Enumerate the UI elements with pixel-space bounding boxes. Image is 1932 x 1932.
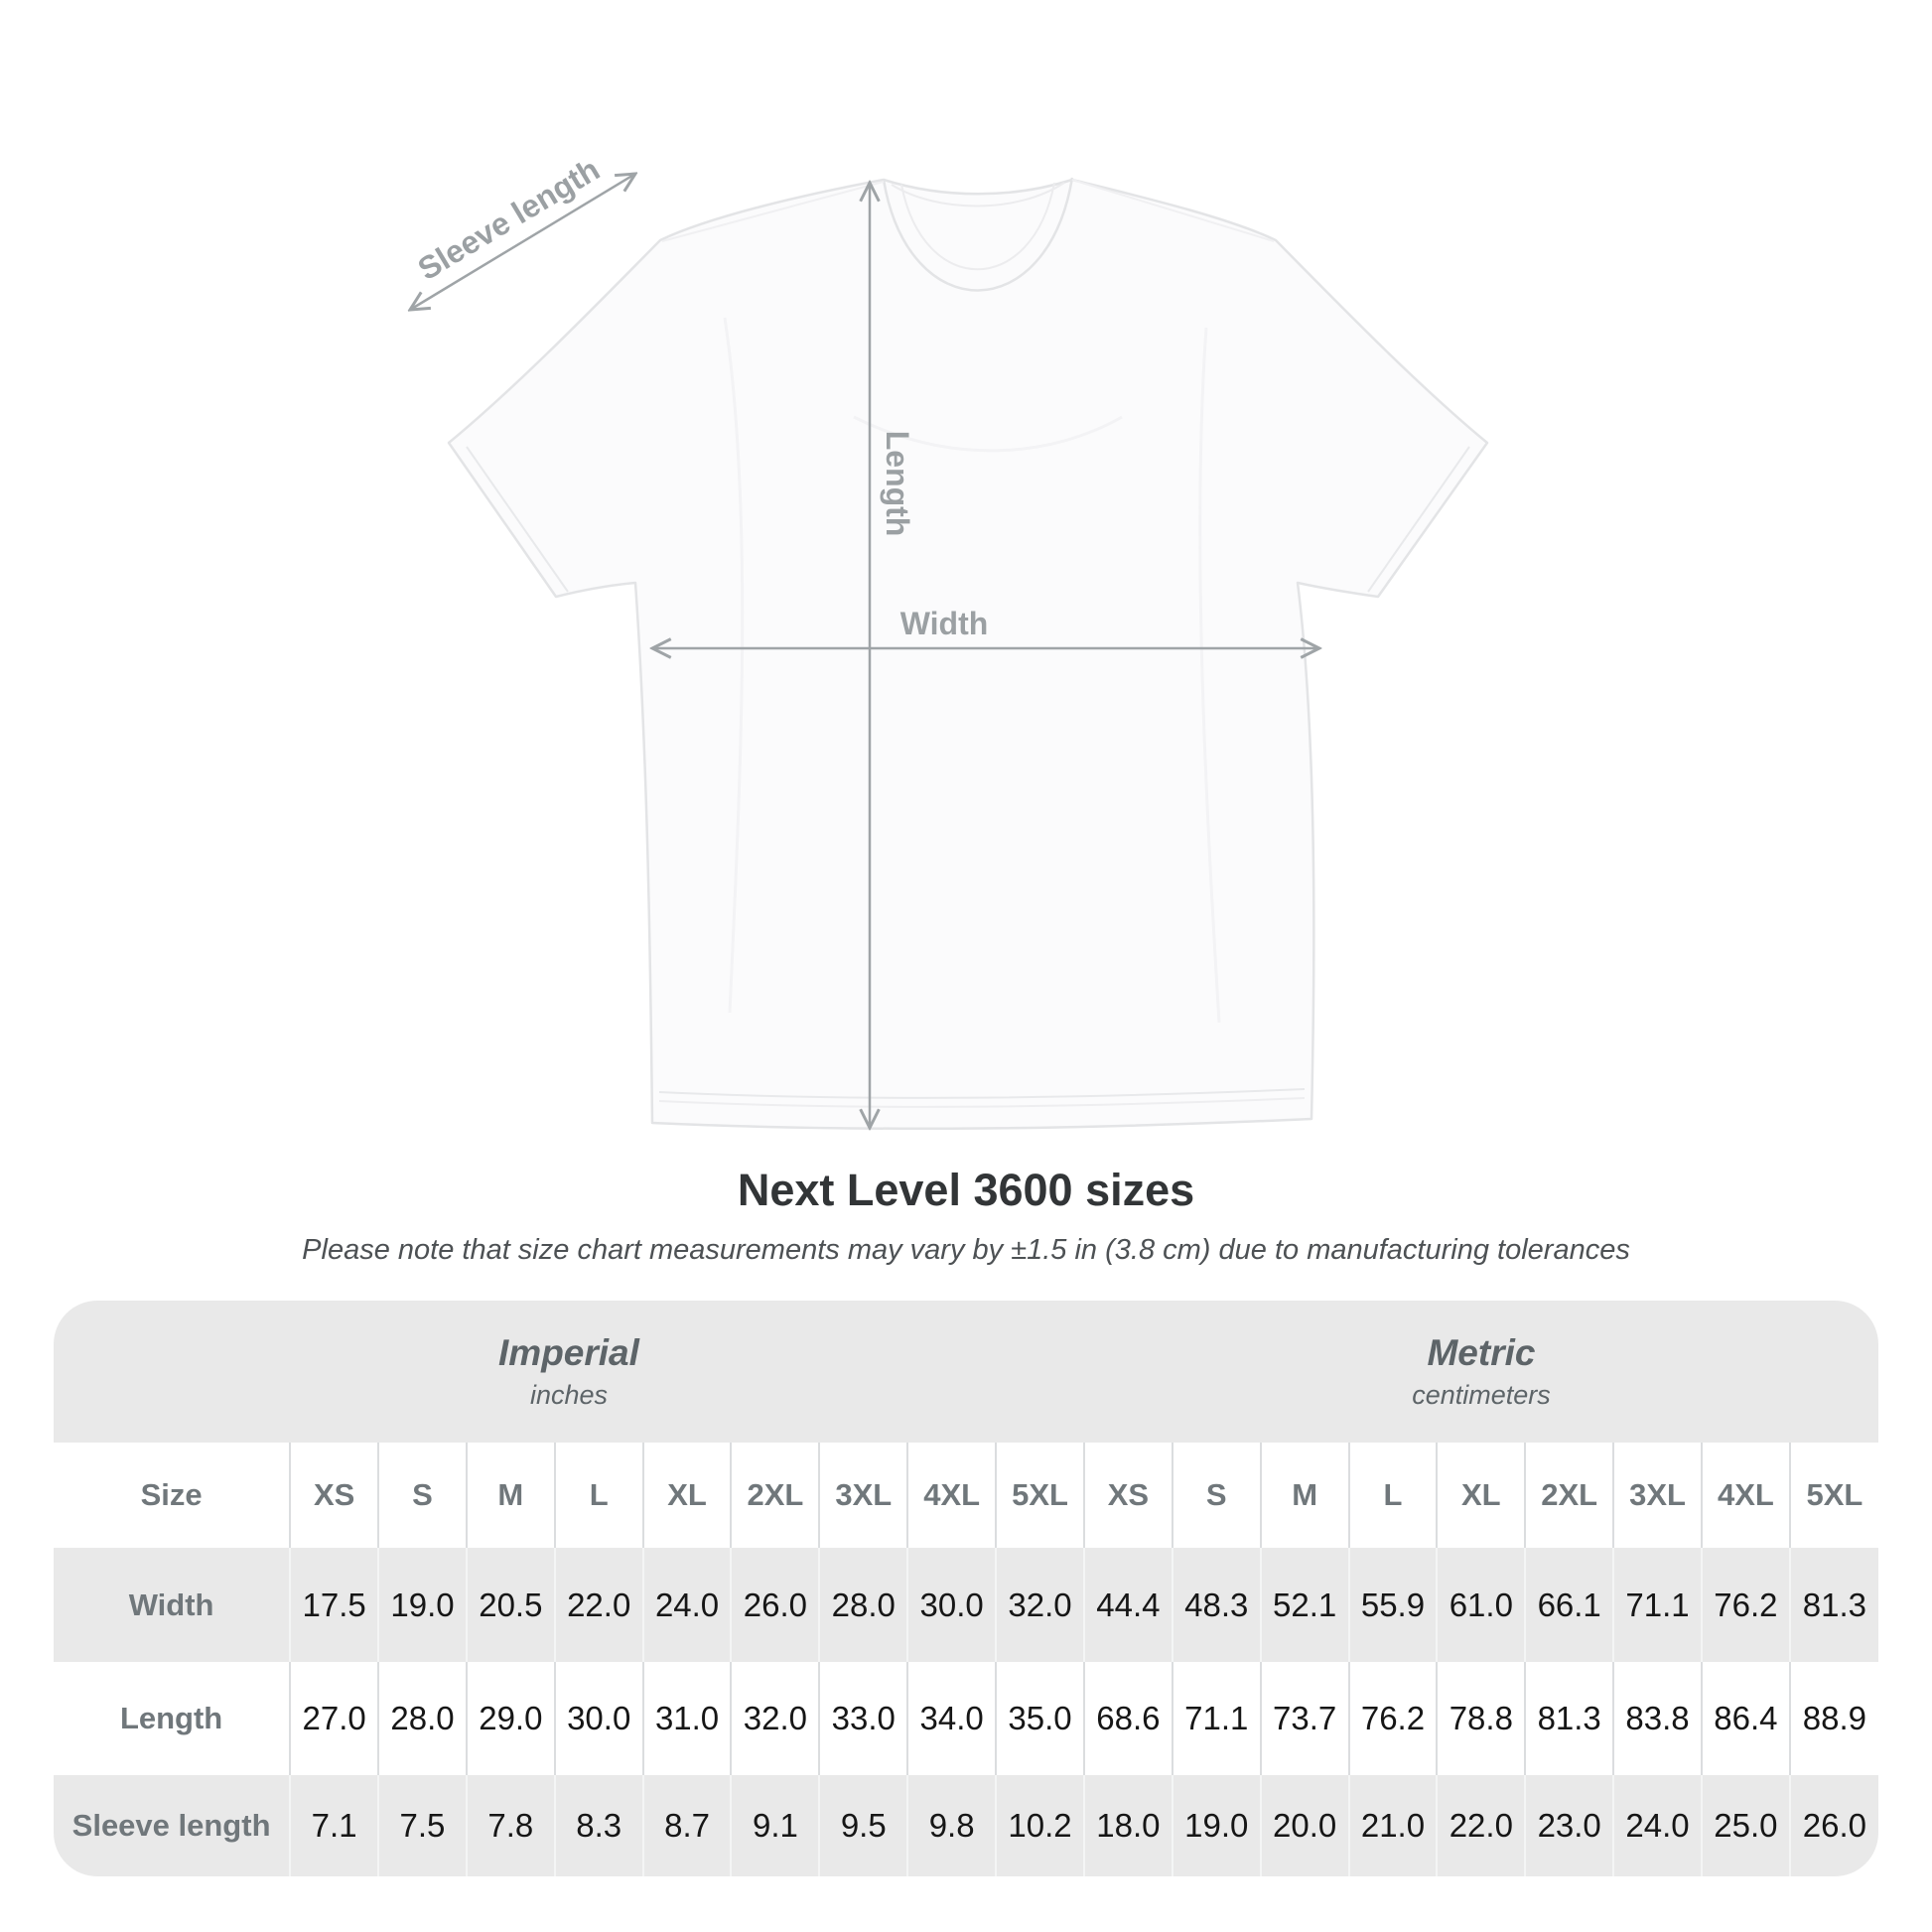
size-cell: 3XL (1613, 1443, 1702, 1548)
value-cell-metric: 25.0 (1702, 1775, 1790, 1876)
value-cell-imperial: 9.8 (907, 1775, 996, 1876)
length-label: Length (880, 430, 915, 537)
value-cell-imperial: 33.0 (819, 1662, 907, 1775)
value-cell-imperial: 10.2 (996, 1775, 1084, 1876)
size-cell: S (1173, 1443, 1261, 1548)
size-cell: 4XL (1702, 1443, 1790, 1548)
size-cell: XS (290, 1443, 378, 1548)
size-header-row (54, 1443, 1878, 1548)
value-cell-metric: 86.4 (1702, 1662, 1790, 1775)
value-cell-metric: 24.0 (1613, 1775, 1702, 1876)
width-row (54, 1548, 1878, 1662)
unit-header-row (54, 1301, 1878, 1443)
value-cell-imperial: 30.0 (907, 1548, 996, 1662)
row-label: Length (119, 1701, 223, 1735)
value-cell-metric: 81.3 (1790, 1548, 1878, 1662)
page-title: Next Level 3600 sizes (737, 1165, 1195, 1215)
imperial-title: Imperial (498, 1332, 639, 1373)
value-cell-imperial: 32.0 (996, 1548, 1084, 1662)
tshirt-graphic (449, 178, 1487, 1129)
value-cell-imperial: 22.0 (555, 1548, 643, 1662)
value-cell-metric: 71.1 (1173, 1662, 1261, 1775)
value-cell-metric: 88.9 (1790, 1662, 1878, 1775)
row-label: Width (128, 1587, 214, 1622)
size-cell: L (555, 1443, 643, 1548)
imperial-header (54, 1301, 1084, 1443)
size-cell: L (1349, 1443, 1438, 1548)
value-cell-imperial: 29.0 (467, 1662, 555, 1775)
length-row (54, 1662, 1878, 1775)
value-cell-imperial: 26.0 (731, 1548, 819, 1662)
value-cell-metric: 61.0 (1437, 1548, 1525, 1662)
value-cell-imperial: 28.0 (819, 1548, 907, 1662)
value-cell-metric: 21.0 (1349, 1775, 1438, 1876)
size-row-label: Size (140, 1477, 203, 1512)
size-table (54, 1301, 1878, 1876)
value-cell-metric: 44.4 (1084, 1548, 1173, 1662)
size-cell: 3XL (819, 1443, 907, 1548)
value-cell-metric: 52.1 (1261, 1548, 1349, 1662)
value-cell-metric: 73.7 (1261, 1662, 1349, 1775)
value-cell-metric: 20.0 (1261, 1775, 1349, 1876)
width-label: Width (899, 606, 989, 641)
size-cell: 2XL (731, 1443, 819, 1548)
value-cell-metric: 22.0 (1437, 1775, 1525, 1876)
size-cell: XS (1084, 1443, 1173, 1548)
value-cell-metric: 18.0 (1084, 1775, 1173, 1876)
value-cell-metric: 78.8 (1437, 1662, 1525, 1775)
value-cell-imperial: 17.5 (290, 1548, 378, 1662)
value-cell-imperial: 32.0 (731, 1662, 819, 1775)
value-cell-metric: 19.0 (1173, 1775, 1261, 1876)
sleeve-length-row (54, 1775, 1878, 1876)
value-cell-imperial: 31.0 (643, 1662, 732, 1775)
value-cell-metric: 55.9 (1349, 1548, 1438, 1662)
value-cell-imperial: 28.0 (378, 1662, 467, 1775)
metric-title: Metric (1427, 1332, 1536, 1373)
page-subtitle: Please note that size chart measurements may vary by ±1.5 in (3.8 cm) due to manufacturing tolerances (302, 1234, 1630, 1266)
value-cell-imperial: 8.7 (643, 1775, 732, 1876)
value-cell-imperial: 20.5 (467, 1548, 555, 1662)
value-cell-metric: 23.0 (1525, 1775, 1613, 1876)
size-cell: 2XL (1525, 1443, 1613, 1548)
row-label: Sleeve length (71, 1808, 271, 1843)
value-cell-metric: 76.2 (1702, 1548, 1790, 1662)
size-cell: 5XL (996, 1443, 1084, 1548)
value-cell-imperial: 34.0 (907, 1662, 996, 1775)
value-cell-imperial: 8.3 (555, 1775, 643, 1876)
value-cell-imperial: 9.1 (731, 1775, 819, 1876)
size-cell: XL (643, 1443, 732, 1548)
value-cell-imperial: 24.0 (643, 1548, 732, 1662)
value-cell-metric: 26.0 (1790, 1775, 1878, 1876)
size-cell: 4XL (907, 1443, 996, 1548)
value-cell-metric: 68.6 (1084, 1662, 1173, 1775)
value-cell-metric: 48.3 (1173, 1548, 1261, 1662)
value-cell-imperial: 19.0 (378, 1548, 467, 1662)
value-cell-imperial: 7.1 (290, 1775, 378, 1876)
sleeve-length-label: Sleeve length (411, 151, 607, 288)
size-cell: M (1261, 1443, 1349, 1548)
value-cell-imperial: 7.5 (378, 1775, 467, 1876)
value-cell-imperial: 27.0 (290, 1662, 378, 1775)
size-cell: 5XL (1790, 1443, 1878, 1548)
imperial-unit: inches (529, 1380, 608, 1410)
size-cell: M (467, 1443, 555, 1548)
value-cell-metric: 66.1 (1525, 1548, 1613, 1662)
value-cell-metric: 81.3 (1525, 1662, 1613, 1775)
value-cell-imperial: 9.5 (819, 1775, 907, 1876)
value-cell-imperial: 30.0 (555, 1662, 643, 1775)
size-cell: S (378, 1443, 467, 1548)
metric-header (1084, 1301, 1878, 1443)
value-cell-metric: 76.2 (1349, 1662, 1438, 1775)
size-table-container (54, 1301, 1878, 1876)
value-cell-metric: 71.1 (1613, 1548, 1702, 1662)
size-cell: XL (1437, 1443, 1525, 1548)
value-cell-metric: 83.8 (1613, 1662, 1702, 1775)
value-cell-imperial: 35.0 (996, 1662, 1084, 1775)
value-cell-imperial: 7.8 (467, 1775, 555, 1876)
metric-unit: centimeters (1412, 1380, 1551, 1410)
